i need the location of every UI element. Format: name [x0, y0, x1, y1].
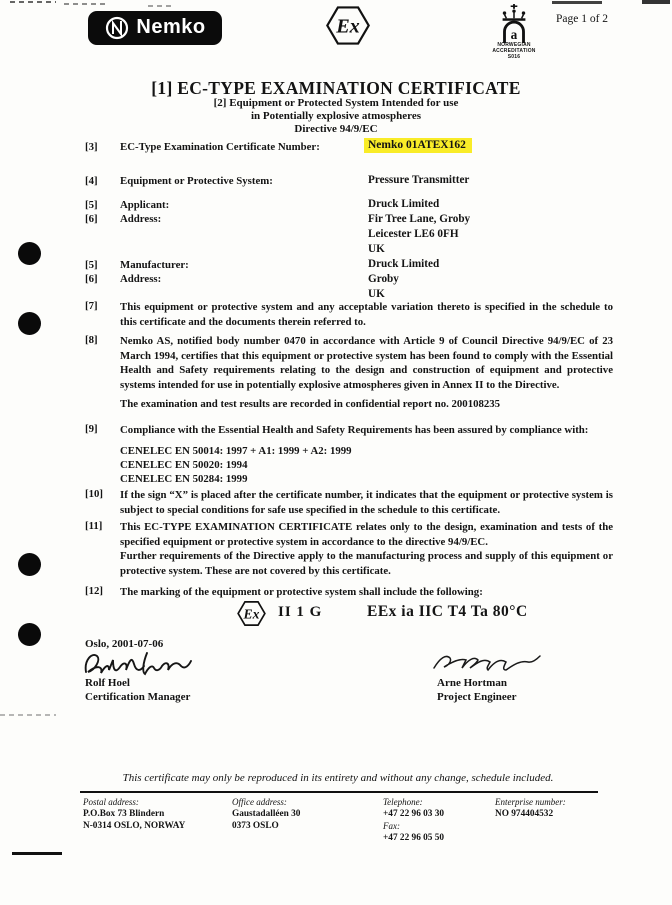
paragraph-11-text-b: Further requirements of the Directive apply to the manufacturing process and supply of this equipment or protective system. These are not covered by this certificate. — [120, 550, 613, 577]
paragraph-9 — [85, 423, 613, 438]
equipment-value: Pressure Transmitter — [368, 174, 470, 186]
accreditation-line1: NORWEGIAN — [497, 42, 531, 48]
field-3-number: [3] — [85, 141, 98, 153]
marking-code: EEx ia IIC T4 Ta 80°C — [367, 603, 528, 620]
scan-artifact-mark — [12, 852, 62, 855]
paragraph-9-text: Compliance with the Essential Health and Safety Requirements has been assured by compliance with: — [120, 424, 589, 436]
office-address-line1: Gaustadalléen 30 — [232, 809, 301, 819]
certificate-title: [1] EC-TYPE EXAMINATION CERTIFICATE — [151, 78, 521, 98]
nemko-n-circle-icon — [104, 15, 130, 41]
page-indicator: Page 1 of 2 — [556, 13, 609, 25]
telephone-heading: Telephone: — [383, 797, 423, 807]
paragraph-8-number: [8] — [85, 334, 98, 346]
field-5b-number: [5] — [85, 259, 98, 271]
punch-hole-mark — [18, 242, 41, 265]
standard-2: CENELEC EN 50020: 1994 — [120, 459, 248, 471]
manufacturer-address-line1: Groby — [368, 273, 399, 285]
svg-text:Ex: Ex — [243, 606, 260, 622]
signer-right-title: Project Engineer — [437, 691, 517, 703]
paragraph-10-text: If the sign “X” is placed after the certificate number, it indicates that the equipment or protective system is subject to special conditions for safe use specified in the schedule to this certificate. — [120, 489, 613, 516]
footer-rule — [80, 791, 598, 793]
field-3-label: EC-Type Examination Certificate Number: — [120, 141, 320, 153]
field-5a-number: [5] — [85, 199, 98, 211]
punch-hole-mark — [18, 623, 41, 646]
telephone-value: +47 22 96 03 30 — [383, 809, 445, 819]
paragraph-10 — [85, 488, 613, 517]
signer-right-name: Arne Hortman — [437, 677, 507, 689]
title-subline-3: Directive 94/9/EC — [294, 123, 378, 135]
paragraph-9-number: [9] — [85, 423, 98, 435]
paragraph-7-text: This equipment or protective system and any acceptable variation thereto is specified in the schedule to this certificate and the documents therein referred to. — [120, 301, 613, 328]
reproduction-notice: This certificate may only be reproduced in its entirety and without any change, schedule included. — [122, 772, 554, 784]
accreditation-caption — [478, 43, 550, 60]
standard-3: CENELEC EN 50284: 1999 — [120, 473, 248, 485]
signer-left-title: Certification Manager — [85, 691, 191, 703]
scan-artifact-mark — [64, 3, 108, 5]
postal-address-line1: P.O.Box 73 Blindern — [83, 809, 165, 819]
standard-1: CENELEC EN 50014: 1997 + A1: 1999 + A2: 1999 — [120, 445, 352, 457]
report-number-line: The examination and test results are recorded in confidential report no. 200108235 — [120, 398, 501, 410]
marking-group: II 1 G — [278, 604, 323, 620]
applicant-address-line1: Fir Tree Lane, Groby — [368, 213, 471, 225]
nemko-logo-text: Nemko — [136, 15, 206, 38]
paragraph-10-number: [10] — [85, 488, 103, 500]
title-subline-2: in Potentially explosive atmospheres — [251, 110, 421, 122]
field-6b-number: [6] — [85, 273, 98, 285]
fax-value: +47 22 96 05 50 — [383, 833, 445, 843]
office-address-line2: 0373 OSLO — [232, 821, 279, 831]
manufacturer-label: Manufacturer: — [120, 259, 189, 271]
scan-artifact-mark — [10, 1, 56, 3]
signature-rolf-hoel — [82, 650, 194, 678]
place-date: Oslo, 2001-07-06 — [85, 638, 164, 650]
manufacturer-value: Druck Limited — [368, 258, 440, 270]
applicant-address-line2: Leicester LE6 0FH — [368, 228, 459, 240]
applicant-value: Druck Limited — [368, 198, 440, 210]
paragraph-11-number: [11] — [85, 520, 103, 532]
paragraph-8-text: Nemko AS, notified body number 0470 in accordance with Article 9 of Council Directive 94/9/EC of 23 March 1994, certifies that this equipment or protective system has been found to comply with the Essential Health and Safety requirements relating to the design and construction of equipment and protective systems intended for use in potentially explosive atmospheres given in Annex II to the Directive. — [120, 335, 613, 391]
accreditation-line2: ACCREDITATION — [492, 47, 536, 54]
scan-artifact-mark — [0, 714, 56, 716]
postal-address-heading: Postal address: — [83, 797, 139, 807]
paragraph-11-text-a: This EC-TYPE EXAMINATION CERTIFICATE relates only to the design, examination and tests of the specified equipment or protective system in accordance to the directive 94/9/EC. — [120, 521, 613, 548]
paragraph-7 — [85, 300, 613, 329]
punch-hole-mark — [18, 553, 41, 576]
field-6a-number: [6] — [85, 213, 98, 225]
applicant-address-label: Address: — [120, 213, 162, 225]
enterprise-number-heading: Enterprise number: — [495, 797, 566, 807]
nemko-logo — [88, 11, 222, 45]
norwegian-accreditation-icon — [495, 4, 533, 44]
enterprise-number-value: NO 974404532 — [495, 809, 554, 819]
scan-artifact-mark — [148, 5, 174, 7]
signer-left-name: Rolf Hoel — [85, 677, 130, 689]
signature-arne-hortman — [432, 650, 542, 674]
paragraph-11 — [85, 520, 613, 578]
manufacturer-address-label: Address: — [120, 273, 162, 285]
svg-text:Ex: Ex — [336, 15, 360, 38]
punch-hole-mark — [18, 312, 41, 335]
postal-address-line2: N-0314 OSLO, NORWAY — [83, 821, 186, 831]
scan-artifact-mark — [552, 1, 602, 4]
certificate-number-value: Nemko 01ATEX162 — [364, 138, 472, 153]
paragraph-12-number: [12] — [85, 585, 103, 597]
applicant-label: Applicant: — [120, 199, 170, 211]
scan-artifact-mark — [642, 0, 670, 4]
paragraph-12-text: The marking of the equipment or protective system shall include the following: — [120, 586, 483, 598]
office-address-heading: Office address: — [232, 797, 287, 807]
title-subline-1: [2] Equipment or Protected System Intended for use — [213, 97, 459, 109]
ex-hexagon-icon — [326, 6, 370, 45]
paragraph-8 — [85, 334, 613, 392]
field-4-label: Equipment or Protective System: — [120, 175, 273, 187]
field-4-number: [4] — [85, 175, 98, 187]
paragraph-12 — [85, 585, 613, 600]
fax-heading: Fax: — [383, 821, 400, 831]
accreditation-line3: S016 — [507, 53, 521, 60]
manufacturer-address-line2: UK — [368, 288, 385, 300]
paragraph-7-number: [7] — [85, 300, 98, 312]
svg-text:a: a — [510, 27, 518, 43]
marking-ex-hexagon-icon — [237, 601, 266, 626]
applicant-address-line3: UK — [368, 243, 385, 255]
